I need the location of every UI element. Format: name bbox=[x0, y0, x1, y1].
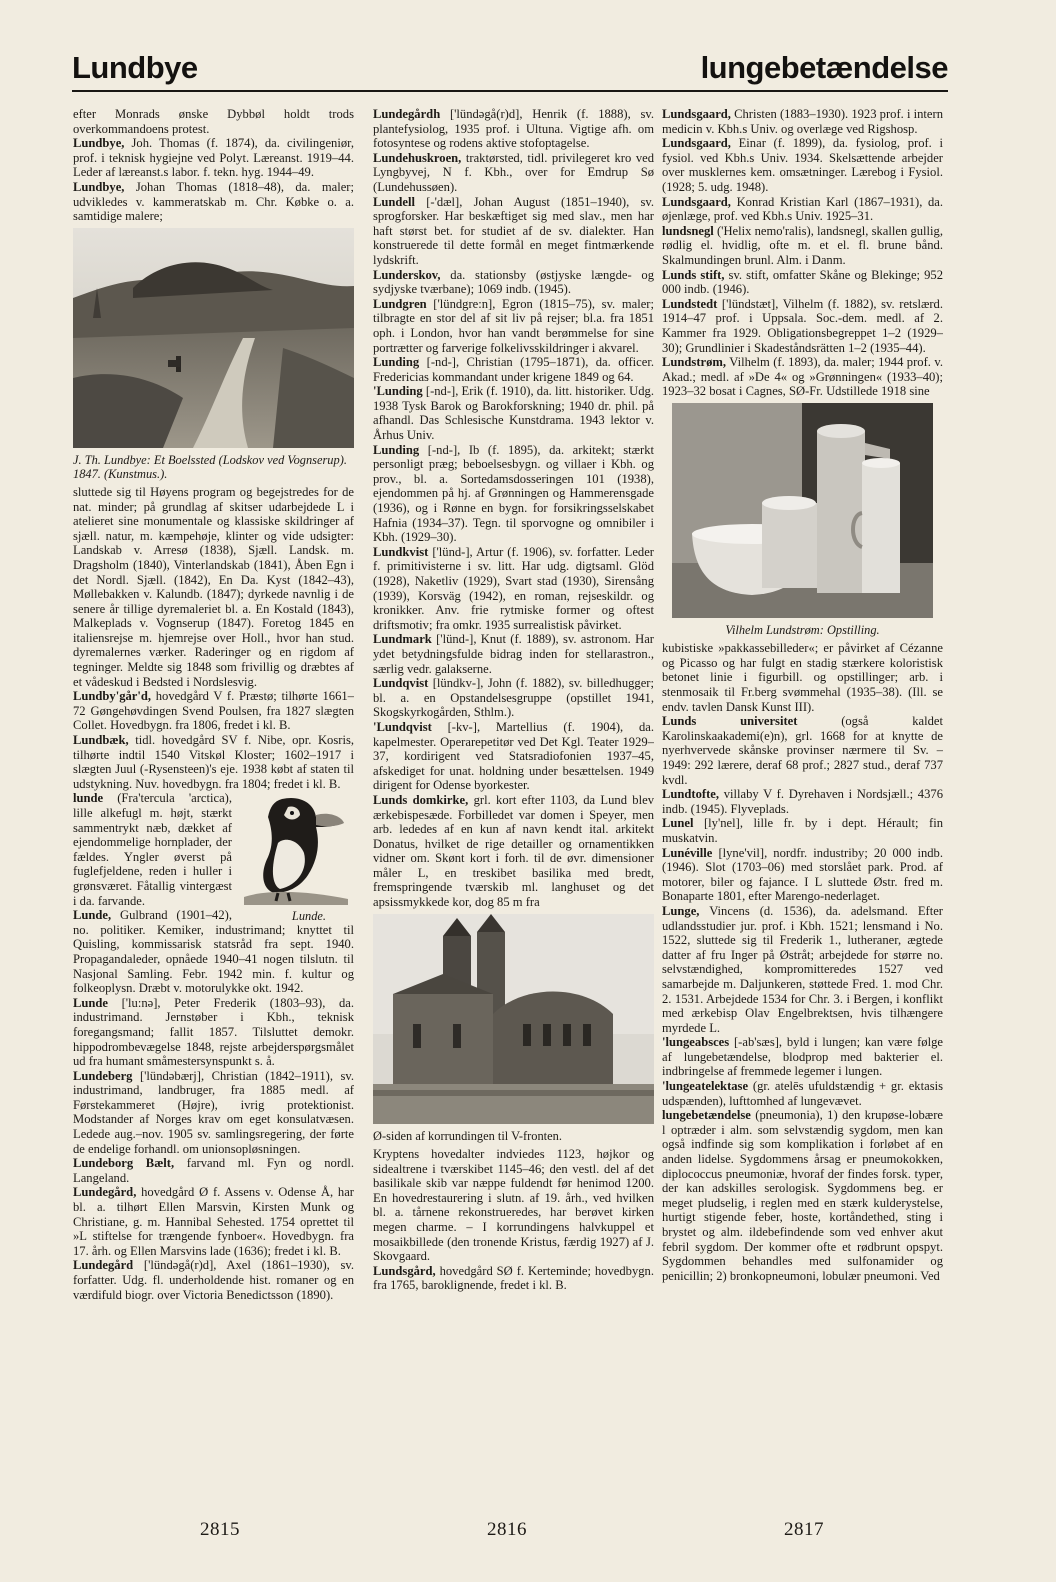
cathedral-photo-image bbox=[373, 914, 654, 1124]
puffin-illustration-image bbox=[238, 793, 354, 905]
entry-lundsgaard-christen: Lundsgaard, Christen (1883–1930). 1923 prof. i intern medicin v. Kbh.s Univ. og overlæge ved Rigshosp. bbox=[662, 107, 943, 136]
page-number-right: 2817 bbox=[784, 1519, 824, 1540]
entry-lundsgaard-manor: Lundsgård, hovedgård SØ f. Kerteminde; hovedbygn. fra 1765, baroklignende, fredet i kl. B. bbox=[373, 1263, 654, 1293]
entry-lunds-stift: Lunds stift, sv. stift, omfatter Skåne og Blekinge; 952 000 indb. (1946). bbox=[662, 267, 943, 297]
headword: Lundsgård, bbox=[373, 1263, 436, 1278]
headword: Lundegårdh bbox=[373, 107, 441, 121]
entry-lundegaard-manor: Lundegård, hovedgård Ø f. Assens v. Odense Å, har bl. a. tilhørt Ellen Marsvin, Kirsten Munk og Christiane, g. m. Hannibal Sehested. 1754 oprettet til »L stiftelse for trængende fynboer«. Hovedbygn. fra 17. årh. og Ellen Marsvins lade (1636); fredet i kl. B. bbox=[73, 1185, 354, 1258]
entry-lunderskov: Lunderskov, da. stationsby (østjyske længde- og sydjyske tværbane); 1069 indb. (1945). bbox=[373, 267, 654, 297]
headword: Lundsgaard, bbox=[662, 136, 731, 151]
headword: Lunel bbox=[662, 816, 694, 831]
headword: Lundbye, bbox=[73, 179, 125, 194]
page-number-middle: 2816 bbox=[487, 1519, 527, 1540]
entry-lunge: Lunge, Vincens (d. 1536), da. adelsmand. Efter udlandsstudier jur. prof. i Kbh. 1521; lensmand i No. 1522, sluttede sig til Frederik 1., lutheraner, ægtede datter af fru Inger på Østråt; arbejdede for større no. selvstændighed, kompromitteredes 1527 ved samarbejde m. Daljunkeren, støttede Fred. 1. mod Chr. 2. 1531. Arbejdede 1534 for Chr. 3. i Bergen, i konflikt med ærkebisp Olav Engelbrektsen, hvis tilhængere myrdede L. bbox=[662, 903, 943, 1035]
entry-lunding-erik: 'Lunding [-nd-], Erik (f. 1910), da. litt. historiker. Udg. 1938 Tysk Barok og Barokforskning; 1940 dr. phil. på afhandl. Das Schlesische Kunstdrama. 1943 lektor v. Århus Univ. bbox=[373, 384, 654, 443]
headword: Lunde, bbox=[73, 908, 112, 923]
headword: lunde bbox=[73, 791, 104, 806]
headword: Lunding bbox=[373, 442, 420, 457]
headword: Lunderskov, bbox=[373, 267, 441, 282]
entry-lunding-ib: Lunding [-nd-], Ib (f. 1895), da. arkitekt; stærkt personligt præg; beboelsesbygn. og villaer i Kbh. og prov., bl. a. Sortedamsdosseringen 101 (1938), ejendommen på hj. af Grønningen og Hammerensgade (1936), og i Rønne en bygn. for forsikringsselskabet Hafnia (1934–37). Tegn. til sporvogne og omnibiler i Kbh. (1929–30). bbox=[373, 442, 654, 545]
headword: Lundgren bbox=[373, 296, 427, 311]
headword: Lundegård, bbox=[73, 1185, 137, 1200]
figure-lund-cathedral bbox=[373, 914, 654, 1144]
entry-lunds-domkirke: Lunds domkirke, grl. kort efter 1103, da Lund blev ærkebispesæde. Forbilledet var domen i Speyer, men arb. lededes af en kun af navn kendt ital. arkitekt Donatus, hvilket de rige detailler og ornamentikken vidner om. Skønt kort i forh. til de øvr. dimensioner måler L, en treskibet basilika med bredt, fremspringende tværskib ml. langhuset og det apsissmykkede kor, dog 85 m fra bbox=[373, 792, 654, 910]
column-3 bbox=[662, 107, 943, 1502]
headword: Lundsgaard, bbox=[662, 194, 731, 209]
entry-lunde-bird: lunde (Fra'tercula 'arctica), lille alkefugl m. højt, stærkt sammentrykt næb, dækket af ejendommelige hornplader, der fældes. Yngler øverst på fuglefjeldene, reden i huller i grønsværet. Fåtallig vintergæst i da. farvande. bbox=[73, 791, 232, 908]
figure-caption: Lunde. bbox=[291, 908, 326, 923]
figure-caption: Ø-siden af korrundingen til V-fronten. bbox=[373, 1129, 562, 1144]
landscape-painting-image bbox=[73, 228, 354, 448]
entry-lunel: Lunel [ly'nel], lille fr. by i dept. Hérault; fin muskatvin. bbox=[662, 816, 943, 845]
entry-lundbye-joh: Lundbye, Joh. Thomas (f. 1874), da. civilingeniør, prof. i teknisk hygiejne ved Polyt. Læreanst. 1919–44. Leder af læreanst.s labor. f. tekn. hyg. 1944–49. bbox=[73, 136, 354, 180]
headword: Lundmark bbox=[373, 632, 432, 647]
headword: Lundby'går'd, bbox=[73, 689, 152, 704]
entry-lundbye-johan: Lundbye, Johan Thomas (1818–48), da. maler; udvikledes v. kammeratskab m. Chr. Købke o. a. samtidige malere; bbox=[73, 179, 354, 224]
entry-lundgren: Lundgren ['lündgre:n], Egron (1815–75), sv. maler; tilbragte en stor del af sit liv på rejser; bl.a. fra 1851 oph. i London, hvor han vandt berømmelse for sine portrætter og farverige folkelivsskildringer i akvarel. bbox=[373, 296, 654, 355]
headword: Lunéville bbox=[662, 845, 713, 860]
entry-lundbaek: Lundbæk, tidl. hovedgård SV f. Nibe, opr. Kosris, tilhørte indtil 1540 Vitskøl Kloster; 1602–1917 i slægten Juul (-Rysensteen)'s eje. 1938 købt af staten til udstykning. Nuv. hovedbygn. fra 1804; fredet i kl. B. bbox=[73, 733, 354, 791]
entry-lundstrom: Lundstrøm, Vilhelm (f. 1893), da. maler; 1944 prof. v. Akad.; medl. af »De 4« og »Grønningen« (1933–40); 1923–32 bosat i Cagnes, SØ-Fr. Udstillede 1918 sine bbox=[662, 355, 943, 399]
entry-lundkvist: Lundkvist ['lünd-], Artur (f. 1906), sv. forfatter. Leder f. primitivisterne i sv. litt. Har udg. digtsaml. Glöd (1928), Naketliv (1929), Svart stad (1930), Sirensång (1939), Korsväg (1942), en roman, rejseskildr. og kronikker. Anv. frie rytmiske former og oftest driftsmotiv; fra omkr. 1935 surrealistisk påvirket. bbox=[373, 544, 654, 632]
headword: Lundell bbox=[373, 194, 415, 209]
entry-lungeatelektase: 'lungeatelektase (gr. atelēs ufuldstændig + gr. ektasis udspænden), lufttomhed af lungevævet. bbox=[662, 1079, 943, 1108]
entry-lundeborg-baelt: Lundeborg Bælt, farvand ml. Fyn og nordl. Langeland. bbox=[73, 1156, 354, 1185]
headword: Lundeborg Bælt, bbox=[73, 1156, 175, 1171]
entry-lundstedt: Lundstedt ['lündstæt], Vilhelm (f. 1882), sv. retslærd. 1914–47 prof. i Uppsala. Soc.-dem. medl. af 2. Kammer fra 1929. Obligationsbegreppet 1–2 (1929–30); Grundlinier i Skadeståndsrätten 1–2 (1935–44). bbox=[662, 296, 943, 355]
headword: Lunds universitet bbox=[662, 714, 798, 729]
headword: Lundbye, bbox=[73, 136, 125, 151]
entry-lunds-universitet: Lunds universitet (også kaldet Karolinskaakademi(e)n), grl. 1668 for at knytte de nyerhvervede skånske provinser nærmere til Sv. – 1949: 292 lærere, deraf 68 prof.; 2827 stud., deraf 737 kvdl. bbox=[662, 714, 943, 787]
headword: Lundehuskroen, bbox=[373, 150, 462, 165]
entry-lundegaard-axel: Lundegård ['lündəgå(r)d], Axel (1861–1930), sv. forfatter. Udg. fl. underholdende hist. romaner og en værdifuld biogr. over Victoria Benedictsson (1890). bbox=[73, 1258, 354, 1302]
figure-puffin bbox=[238, 793, 354, 921]
entry-lundegardh: Lundegårdh ['lündəgå(r)d], Henrik (f. 1888), sv. plantefysiolog, 1935 prof. i Ultuna. Vigtige afh. om fotosyntese og rodens aktive stofoptagelse. bbox=[373, 107, 654, 151]
column-2 bbox=[373, 107, 654, 1502]
headword: 'Lundqvist bbox=[373, 719, 432, 734]
headword: Lunds domkirke, bbox=[373, 792, 469, 807]
headword: Lundtofte, bbox=[662, 787, 720, 802]
headword: Lunde bbox=[73, 995, 109, 1010]
entry-text: Kryptens hovedalter indviedes 1123, højkor og sidealtrene i tværskibet 1145–46; den vestl. del af det basilikale skib var næppe fuldendt før henimod 1200. En hovedrestaurering i slutn. af 19. årh., ved hvilken bl. a. tårnene rekonstrueredes, har berøvet kirken megen charme. – I korrundingens halvkuppel et mosaikbillede (den tronende Kristus, færdig 1927) af J. Skovgaard. bbox=[373, 1147, 654, 1264]
entry-luneville: Lunéville [lyne'vil], nordfr. industriby; 20 000 indb. (1946). Slot (1703–06) med storslået park. Prod. af motorer, biler og fajance. I L sluttede Østr. fred m. Bonaparte 1801, efter Marengo-nederlaget. bbox=[662, 845, 943, 904]
entry-text: kubistiske »pakkassebilleder«; er påvirket af Cézanne og Picasso og har fulgt en stadig stærkere koloristisk betonet linie i figurbill. og opstillinger; arb. i stenmosaik til Fr.berg svømmehal (1935–38). (Ill. se endv. tavlen Dansk Kunst III). bbox=[662, 641, 943, 714]
entry-lundtofte: Lundtofte, villaby V f. Dyrehaven i Nordsjæll.; 4376 indb. (1945). Flyveplads. bbox=[662, 787, 943, 816]
header-rule bbox=[72, 90, 948, 92]
header-left-word: Lundbye bbox=[72, 50, 198, 85]
entry-lundmark: Lundmark ['lünd-], Knut (f. 1889), sv. astronom. Har ydet betydningsfulde bidrag inden for stellarastron., særlig vedr. galakserne. bbox=[373, 632, 654, 676]
headword: lundsnegl bbox=[662, 223, 714, 238]
entry-lundehuskroen: Lundehuskroen, traktørsted, tidl. privilegeret kro ved Lyngbyvej, N f. Kbh., over for Emdrup Sø (Lundehussøen). bbox=[373, 150, 654, 194]
headword: Lunding bbox=[373, 355, 420, 370]
entry-lungebetaendelse: lungebetændelse (pneumonia), 1) den krupøse-lobære l optræder i alm. som selvstændig sygdom, men kan også indfinde sig som komplikation i forløbet af en anden lidelse. Sygdommens årsag er pneumokokken, diplococcus pneumoniæ, hvoraf der findes forsk. typer, der kan adskilles serologisk. Sygdommens beg. er meget pludselig, i reglen med en stærk kulderystelse, hurtigt stigende feber, hoste, kortåndethed, sting i brystet og alm. ildebefindende som ved enhver akut febril sygdom. Der kommer ofte et rødbrunt opspyt. Sygdommen behandles med sulfonamider og penicillin; 2) bronkopneumoni, lobulær pneumoni. Ved bbox=[662, 1108, 943, 1283]
headword: 'Lunding bbox=[373, 384, 423, 399]
header-right-word: lungebetændelse bbox=[700, 50, 948, 85]
entry-lundbygaard: Lundby'går'd, hovedgård V f. Præstø; tilhørte 1661–72 Gøngehøvdingen Svend Poulsen, fra 1827 slægten Collet. Hovedbygn. fra 1806, fredet i kl. B. bbox=[73, 689, 354, 733]
headword: 'lungeabsces bbox=[662, 1035, 730, 1050]
figure-caption: Vilhelm Lundstrøm: Opstilling. bbox=[725, 623, 880, 638]
figure-lundbye-painting bbox=[73, 228, 354, 482]
entry-lundsgaard-konrad: Lundsgaard, Konrad Kristian Karl (1867–1931), da. øjenlæge, prof. ved Kbh.s Univ. 1925–31. bbox=[662, 194, 943, 224]
column-1 bbox=[73, 107, 354, 1502]
page-number-left: 2815 bbox=[200, 1519, 240, 1540]
figure-caption: J. Th. Lundbye: Et Boelssted (Lodskov ved Vognserup). 1847. (Kunstmus.). bbox=[73, 453, 347, 482]
headword: Lundsgaard, bbox=[662, 107, 731, 121]
headword: Lundbæk, bbox=[73, 733, 129, 748]
headword: lungebetændelse bbox=[662, 1108, 751, 1123]
headword: Lunge, bbox=[662, 903, 700, 918]
entry-lungeabsces: 'lungeabsces [-ab'sæs], byld i lungen; kan være følge af lungebetændelse, blodprop med bakterier el. indbringelse af fremmede legemer i lungen. bbox=[662, 1035, 943, 1079]
headword: Lundkvist bbox=[373, 544, 429, 559]
figure-lundstrom-still-life bbox=[662, 403, 943, 638]
entry-lundell: Lundell [-'dæl], Johan August (1851–1940), sv. sprogforsker. Har beskæftiget sig med slav., men har haft størst bet. for studiet af de sv. dialekter. Han konstruerede til dette formål en meget fintmærkende lydskrift. bbox=[373, 194, 654, 267]
headword: Lundqvist bbox=[373, 676, 429, 691]
entry-lundqvist-martellius: 'Lundqvist [-kv-], Martellius (f. 1904), da. kapelmester. Operarepetitør ved Det Kgl. Teater 1929–37, kordirigent ved Statsradiofonien 1937–45, afskediget for unat. holdning under besættelsen. 1949 dirigent for Odense byorkester. bbox=[373, 719, 654, 793]
entry-lunding-christian: Lunding [-nd-], Christian (1795–1871), da. officer. Fredericias kommandant under krigene 1849 og 64. bbox=[373, 355, 654, 384]
headword: Lundeberg bbox=[73, 1068, 133, 1083]
entry-lundqvist-john: Lundqvist [lündkv-], John (f. 1882), sv. billedhugger; bl. a. en Opstandelsesgruppe (opstillet 1941, Skogskyrkogården, Sthlm.). bbox=[373, 676, 654, 720]
page-header bbox=[72, 46, 948, 92]
entry-lunde-gulbrand: Lunde, Gulbrand (1901–42), no. politiker. Kemiker, industrimand; knyttet til Quisling, kommissarisk statsråd fra sept. 1940. Propagandaleder, opnåede 1940–41 nogen tilslutn. til Nasjonal Samling. Febr. 1942 min. f. kultur og folkeoplysn. Dræbt v. motorulykke okt. 1942. bbox=[73, 908, 354, 996]
still-life-painting-image bbox=[662, 403, 943, 618]
entry-text: sluttede sig til Høyens program og begejstredes for de nat. minder; på grundlag af skitser udarbejdede L i atelieret sine monumentale og klassiske skildringer af sjæll. natur, m. kæmpehøje, klinter og vide udsigter: Landskab v. Arresø (1838), Sjæll. Landsk. m. Dragsholm (1840), Vinterlandskab (1841), Åben Egn i det Nordl. Sjæll. (1842), En Da. Kyst (1842–43), Møllebakken v. Kalundb. (1847); dyrkede navnlig i de senere år tillige dyremaleriet bl. a. En Kostald (1843), Malkeplads v. Vognserup (1847). Foretog 1845 en italiensrejse m. hjemrejse over Holl., hvor han stud. dyremalernes værker. Raderinger og en rigdom af tegninger. Meldte sig 1848 som frivillig og dræbtes af et vådeskud i Bedsted i Nordslesvig. bbox=[73, 484, 354, 689]
entry-lunde-peter: Lunde ['lu:nə], Peter Frederik (1803–93), da. industrimand. Jernstøber i Kbh., teknisk foregangsmand; fallit 1857. Tilsluttet demokr. hippodrombevægelse 1848, rejste arbejderspørgsmålet ud fra humant småmestersynspunkt s. å. bbox=[73, 995, 354, 1069]
headword: 'lungeatelektase bbox=[662, 1079, 749, 1094]
entry-lundsnegl: lundsnegl ('Helix nemo'ralis), landsnegl, skallen gullig, rødlig el. hvidlig, ofte m. et el. fl. brune bånd. Skalmundingen brunl. Alm. i Danm. bbox=[662, 223, 943, 267]
headword: Lundegård bbox=[73, 1258, 134, 1273]
headword: Lunds stift, bbox=[662, 267, 725, 282]
entry-lundsgaard-einar: Lundsgaard, Einar (f. 1899), da. fysiolog, prof. i fysiol. ved Kbh.s Univ. 1934. Skelsættende arbejder over musklernes kem. omsætninger. Lærebog i Fysiol. (1928; 5. udg. 1948). bbox=[662, 136, 943, 194]
entry-text: efter Monrads ønske Dybbøl holdt trods overkommandoens protest. bbox=[73, 107, 354, 136]
headword: Lundstedt bbox=[662, 296, 718, 311]
headword: Lundstrøm, bbox=[662, 355, 727, 370]
entry-lundeberg: Lundeberg ['lündəbærj], Christian (1842–1911), sv. industrimand, landbruger, fra 1885 medl. af Førstekammeret (Højre), ivrig protektionist. Modstander af Norges krav om eget konsulatvæsen. Ledede aug.–nov. 1905 sv. samlingsregering, der førte de endelige forhandl. om unionsopløsningen. bbox=[73, 1068, 354, 1156]
